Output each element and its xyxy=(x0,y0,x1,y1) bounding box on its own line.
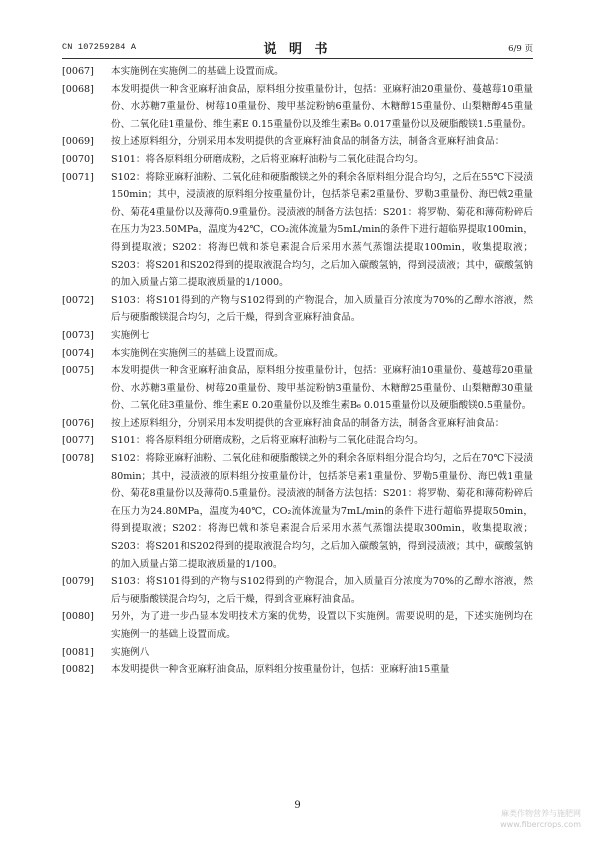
paragraph-text: S101：将各原料组分研磨成粉，之后将亚麻籽油粉与二氧化硅混合均匀。 xyxy=(111,153,424,165)
paragraph xyxy=(62,63,533,81)
watermark-line-2: www.fibercrops.com xyxy=(500,820,581,829)
paragraph xyxy=(62,151,533,169)
document-title: 说 明 书 xyxy=(263,42,332,57)
paragraph-number: [0074] xyxy=(62,347,94,359)
paragraph-number: [0073] xyxy=(62,329,94,341)
paragraph xyxy=(62,345,533,363)
paragraph-text: 按上述原料组分，分别采用本发明提供的含亚麻籽油食品的制备方法，制备含亚麻籽油食品： xyxy=(111,136,505,148)
document-body xyxy=(62,63,533,679)
paragraph xyxy=(62,133,533,151)
paragraph xyxy=(62,608,533,643)
paragraph-text: 另外，为了进一步凸显本发明技术方案的优势，设置以下实施例。需要说明的是，下述实施例均在实施例一的基础上设置而成。 xyxy=(111,611,533,640)
paragraph-number: [0075] xyxy=(62,365,94,377)
paragraph-number: [0080] xyxy=(62,611,94,623)
watermark-line-1: 麻类作物营养与施肥网 xyxy=(501,809,581,818)
paragraph-text: 本发明提供一种含亚麻籽油食品，原料组分按重量份计，包括：亚麻籽油15重量 xyxy=(111,664,450,676)
page-header xyxy=(62,38,533,56)
paragraph xyxy=(62,415,533,433)
paragraph xyxy=(62,644,533,662)
paragraph-number: [0069] xyxy=(62,136,94,148)
paragraph-text: S101：将各原料组分研磨成粉，之后将亚麻籽油粉与二氧化硅混合均匀。 xyxy=(111,435,424,447)
paragraph xyxy=(62,362,533,415)
paragraph-number: [0082] xyxy=(62,664,94,676)
paragraph-text: 本发明提供一种含亚麻籽油食品，原料组分按重量份计，包括：亚麻籽油20重量份、蔓越莓10重量份、水苏糖7重量份、树莓10重量份、羧甲基淀粉钠6重量份、木糖醇15重量份、山梨糖醇45重量份、二氧化硅1重量份、维生素E 0.15重量份以及维生素B₆ 0.017重量份以及硬脂酸镁1.5重量份。 xyxy=(111,83,533,130)
document-id: CN 107259284 A xyxy=(62,42,137,52)
paragraph-number: [0078] xyxy=(62,453,94,465)
paragraph-text: 本实施例在实施例二的基础上设置而成。 xyxy=(111,66,284,77)
paragraph xyxy=(62,292,533,327)
paragraph-number: [0077] xyxy=(62,435,94,447)
paragraph-text: 本实施例在实施例三的基础上设置而成。 xyxy=(111,347,284,359)
watermark xyxy=(500,808,581,830)
paragraph xyxy=(62,661,533,679)
paragraph-number: [0070] xyxy=(62,153,94,165)
paragraph-text: S103：将S101得到的产物与S102得到的产物混合，加入质量百分浓度为70%的乙醇水溶液，然后与硬脂酸镁混合均匀，之后干燥，得到含亚麻籽油食品。 xyxy=(111,294,533,324)
page-fraction: 6/9 页 xyxy=(508,44,533,54)
page-number: 9 xyxy=(294,800,301,811)
paragraph xyxy=(62,81,533,134)
paragraph-number: [0067] xyxy=(62,66,94,77)
paragraph-number: [0068] xyxy=(62,83,94,95)
paragraph xyxy=(62,327,533,345)
paragraph-number: [0071] xyxy=(62,171,94,183)
paragraph-number: [0079] xyxy=(62,576,94,588)
paragraph xyxy=(62,573,533,608)
paragraph-text: 按上述原料组分，分别采用本发明提供的含亚麻籽油食品的制备方法，制备含亚麻籽油食品： xyxy=(111,417,505,429)
paragraph xyxy=(62,450,533,573)
paragraph-number: [0081] xyxy=(62,646,94,658)
paragraph xyxy=(62,169,533,292)
paragraph-text: S102：将除亚麻籽油粉、二氧化硅和硬脂酸镁之外的剩余各原料组分混合均匀，之后在70℃下浸渍80min；其中，浸渍液的原料组分按重量份计，包括茶皂素1重量份、罗勒5重量份、海巴戟1重量份、菊花8重量份以及薄荷0.5重量份。浸渍液的制备方法包括：S201：将罗勒、菊花和薄荷粉碎后在压力为24.80MPa，温度为40℃，CO₂流体流量为7mL/min的条件下进行超临界提取50min，得到提取液；S202：将海巴戟和茶皂素混合后采用水蒸气蒸馏法提取300min，收集提取液；S203：将S201和S202得到的提取液混合均匀，之后加入碳酸氢钠，得到浸渍液；其中，碳酸氢钠的加入质量占第二提取液质量的1/100。 xyxy=(111,453,533,570)
paragraph-text: 本发明提供一种含亚麻籽油食品，原料组分按重量份计，包括：亚麻籽油10重量份、蔓越莓20重量份、水苏糖3重量份、树莓20重量份、羧甲基淀粉钠3重量份、木糖醇25重量份、山梨糖醇30重量份、二氧化硅3重量份、维生素E 0.20重量份以及维生素B₆ 0.015重量份以及硬脂酸镁0.5重量份。 xyxy=(111,365,533,412)
paragraph-number: [0076] xyxy=(62,417,94,429)
paragraph-text: 实施例八 xyxy=(111,646,150,658)
paragraph-number: [0072] xyxy=(62,294,94,306)
paragraph-text: S102：将除亚麻籽油粉、二氧化硅和硬脂酸镁之外的剩余各原料组分混合均匀，之后在55℃下浸渍150min；其中，浸渍液的原料组分按重量份计，包括茶皂素2重量份、罗勒3重量份、海巴戟2重量份、菊花4重量份以及薄荷0.9重量份。浸渍液的制备方法包括：S201：将罗勒、菊花和薄荷粉碎后在压力为23.50MPa，温度为42℃，CO₂流体流量为5mL/min的条件下进行超临界提取100min，得到提取液；S202：将海巴戟和茶皂素混合后采用水蒸气蒸馏法提取100min，收集提取液；S203：将S201和S202得到的提取液混合均匀，之后加入碳酸氢钠，得到浸渍液；其中，碳酸氢钠的加入质量占第二提取液质量的1/1000。 xyxy=(111,171,533,289)
paragraph-text: 实施例七 xyxy=(111,329,150,341)
paragraph-text: S103：将S101得到的产物与S102得到的产物混合，加入质量百分浓度为70%的乙醇水溶液，然后与硬脂酸镁混合均匀，之后干燥，得到含亚麻籽油食品。 xyxy=(111,576,533,605)
header-rule xyxy=(62,58,533,59)
paragraph xyxy=(62,432,533,450)
